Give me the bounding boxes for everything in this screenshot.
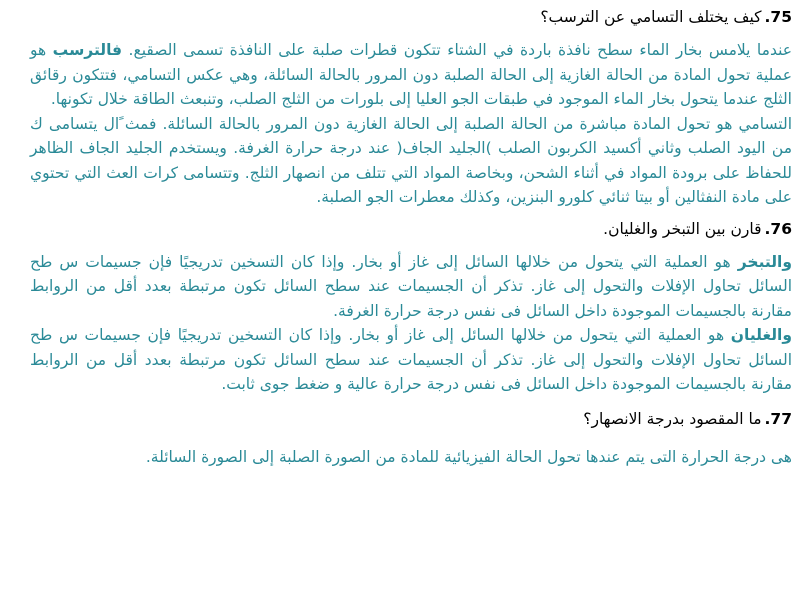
question-77 <box>30 408 792 430</box>
answer-76-evaporation-term: والتبخر <box>737 252 792 271</box>
question-75-text: كيف يختلف التسامي عن الترسب؟ <box>540 8 762 26</box>
answer-77-melting-point: هى درجة الحرارة التى يتم عندها تحول الحالة الفيزيائية للمادة من الصورة الصلبة إلى الصورة السائلة. <box>145 447 792 466</box>
answer-76-evaporation <box>30 250 792 324</box>
answer-76-boiling-term: والغليان <box>730 326 792 344</box>
question-77-text: ما المقصود بدرجة الانصهار؟ <box>583 409 762 428</box>
answer-75-deposition <box>30 38 792 112</box>
question-75 <box>30 6 792 28</box>
answer-75-deposition-intro: عندما يلامس بخار الماء سطح نافذة باردة في الشتاء تتكون قطرات صلبة على النافذة تسمى الصقيع. <box>122 41 793 59</box>
question-76-number: 76. <box>764 219 792 238</box>
answer-76-boiling-body: هو العملية التي يتحول من خلالها السائل إلى غاز أو بخار. وإذا كان التسخين تدريجيًا فإن جسيمات س طح السائل تحاول الإفلات والتحول إلى غاز. تذكر أن الجسيمات عند سطح السائل تكون مرتبطة بعدد أقل من الروابط مقارنة بالجسيمات الموجودة داخل السائل فى نفس درجة حرارة عالية و ضغط جوى ثابت. <box>30 326 792 393</box>
answer-76-evaporation-body: هو العملية التي يتحول من خلالها السائل إلى غاز أو بخار. وإذا كان التسخين تدريجيًا فإن جسيمات س طح السائل تحاول الإفلات والتحول إلى غاز. تذكر أن الجسيمات عند سطح السائل تكون مرتبطة بعدد أقل من الروابط مقارنة بالجسيمات الموجودة داخل السائل فى نفس درجة حرارة الغرفة. <box>30 252 792 320</box>
answer-75-deposition-term: فالترسب <box>52 41 123 59</box>
answer-76-boiling <box>30 323 792 397</box>
question-76-text: قارن بين التبخر والغليان. <box>603 219 762 238</box>
document-page <box>30 6 792 469</box>
question-76 <box>30 218 792 240</box>
question-75-number: 75. <box>764 8 792 26</box>
question-77-number: 77. <box>764 409 792 428</box>
answer-75-deposition-body: هو عملية تحول المادة من الحالة الغازية إلى الحالة الصلبة دون المرور بالحالة السائلة، وهي عكس التسامي، فتتكون رقائق الثلج عندما يتحول بخار الماء الموجود في طبقات الجو العليا إلى بلورات من الثلج الصلب، وتنبعث الطاقة خلال تكونها. <box>30 41 792 108</box>
answer-75-sublimation: التسامي هو تحول المادة مباشرة من الحالة الصلبة إلى الحالة الغازية دون المرور بالحالة السائلة. فمث ًال يتسامى ك من اليود الصلب وثاني أكسيد الكربون الصلب )الجليد الجاف( عند درجة حرارة الغرفة. ويستخدم الجليد الجاف الظاهر للحفاظ على برودة المواد في أثناء الشحن، وبخاصة المواد التي تتلف من انصهار الثلج. وتتسامى كرات العث التي تحتوي على مادة النفثالين أو بيتا ثنائي كلورو البنزين، وكذلك معطرات الجو الصلبة. <box>30 114 792 206</box>
